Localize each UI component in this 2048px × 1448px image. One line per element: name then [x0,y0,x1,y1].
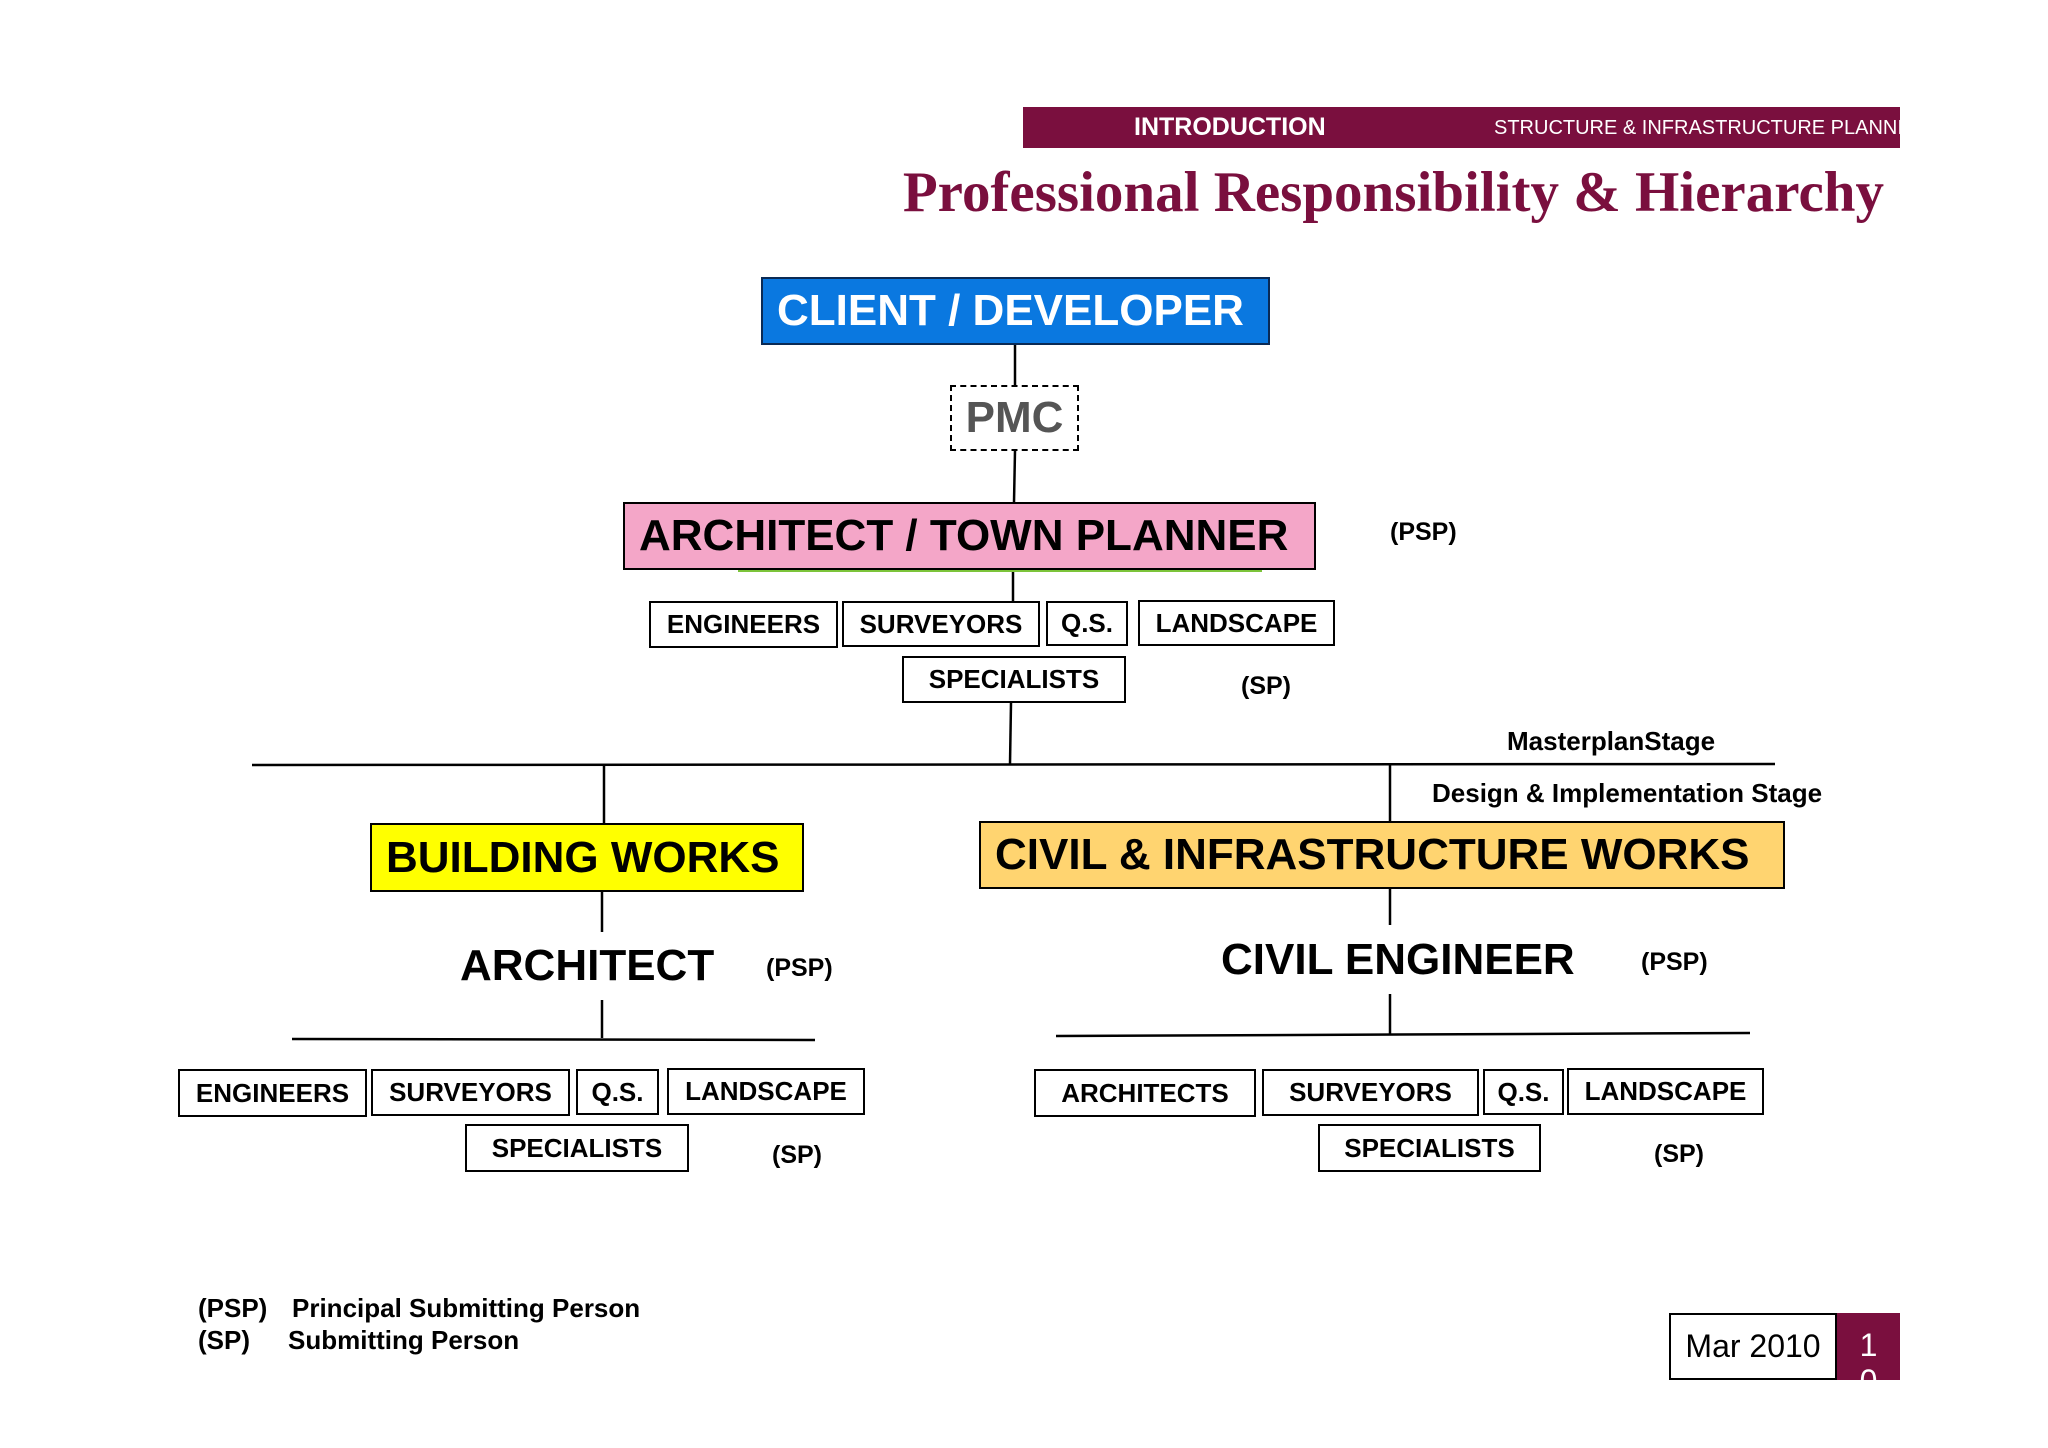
building-works-box [370,823,804,892]
team-label: Q.S. [591,1076,644,1107]
team-box-specialists [1318,1124,1541,1172]
legend-psp-text: Principal Submitting Person [292,1293,641,1323]
team-box-engineers [178,1069,367,1117]
team-label: SURVEYORS [1289,1077,1452,1107]
client-developer-box [761,277,1270,345]
team-label: SPECIALISTS [1344,1132,1515,1163]
psp-tag-masterplan: (PSP) [1390,518,1457,546]
design-stage-label: Design & Implementation Stage [1432,778,1823,808]
team-box-specialists [465,1124,689,1172]
team-label: ENGINEERS [666,609,821,639]
pmc-label: PMC [965,393,1064,442]
page-number [1837,1313,1900,1399]
team-label: LANDSCAPE [1155,607,1318,638]
team-box-architects [1034,1069,1256,1117]
team-label: SPECIALISTS [491,1132,663,1163]
page-title: Professional Responsibility & Hierarchy [902,161,1884,224]
team-box-qs [1483,1069,1564,1115]
sp-tag-civil: (SP) [1654,1140,1704,1168]
civil-engineer-label: CIVIL ENGINEER [1221,935,1575,984]
team-box-landscape [667,1068,865,1115]
client-developer-label: CLIENT / DEVELOPER [777,286,1244,335]
team-box-landscape [1138,600,1335,646]
architect-town-planner-label: ARCHITECT / TOWN PLANNER [639,511,1289,560]
masterplan-stage-label: MasterplanStage [1507,726,1716,756]
legend-sp-text: Submitting Person [288,1325,520,1355]
legend-sp-abbr: (SP) [198,1325,250,1355]
team-label: Q.S. [1060,608,1113,638]
building-works-label: BUILDING WORKS [386,832,780,882]
team-box-qs [1046,601,1128,646]
psp-tag-civil: (PSP) [1641,948,1708,976]
footer-date: Mar 2010 [1669,1313,1837,1380]
team-label: SURVEYORS [859,608,1023,639]
team-box-surveyors [842,601,1040,647]
team-label: SURVEYORS [389,1077,552,1107]
team-label: ARCHITECTS [1061,1077,1229,1108]
header-subtitle: STRUCTURE & INFRASTRUCTURE PLANNING [1494,117,1933,139]
civil-infrastructure-works-label: CIVIL & INFRASTRUCTURE WORKS [995,830,1750,879]
civil-infrastructure-works-box [979,821,1785,889]
psp-tag-building: (PSP) [766,954,833,982]
architect-label: ARCHITECT [460,941,715,990]
team-box-engineers [649,601,838,648]
sp-tag-building: (SP) [772,1141,822,1169]
header-section-title: INTRODUCTION [1134,113,1326,141]
legend-psp-abbr: (PSP) [198,1293,268,1323]
team-box-surveyors [371,1069,570,1116]
team-label: Q.S. [1497,1076,1550,1107]
sp-tag-masterplan: (SP) [1241,672,1291,700]
team-box-surveyors [1262,1069,1479,1116]
team-label: LANDSCAPE [685,1076,847,1106]
architect-town-planner-box [623,502,1316,570]
team-label: SPECIALISTS [928,664,1100,694]
team-label: LANDSCAPE [1584,1076,1747,1106]
team-box-qs [576,1069,659,1115]
team-label: ENGINEERS [195,1077,350,1108]
pmc-box [950,385,1079,451]
team-box-landscape [1567,1068,1764,1115]
team-box-specialists [902,656,1126,703]
page-number-label: 1 0 [1859,1327,1878,1399]
